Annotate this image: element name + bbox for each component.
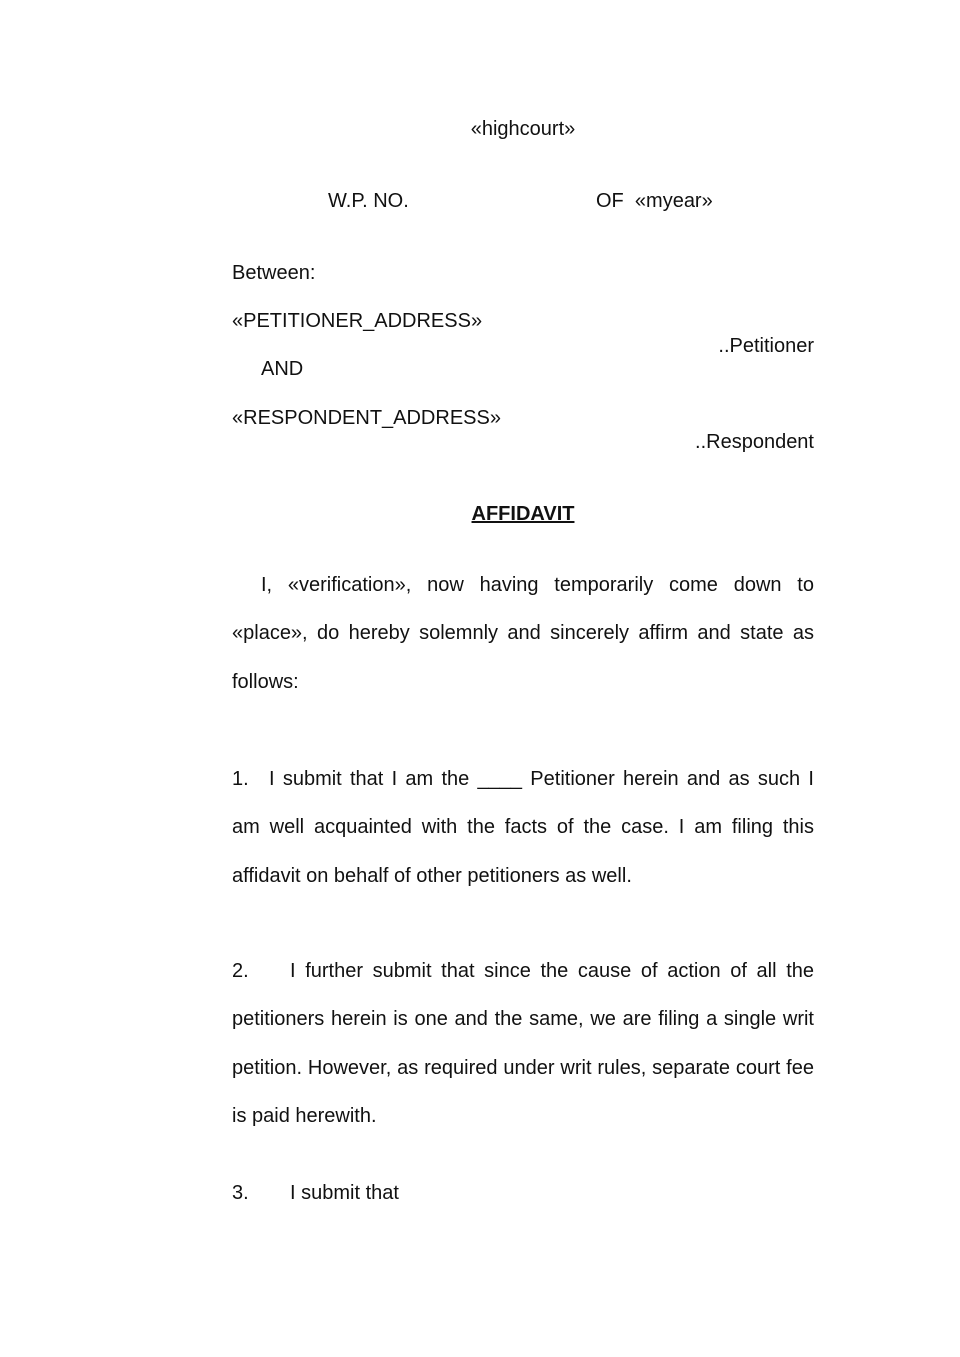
respondent-address: «RESPONDENT_ADDRESS» — [232, 407, 501, 429]
intro-paragraph: I, «verification», now having temporarily come down to «place», do hereby solemnly and sincerely affirm and state as follows: — [232, 574, 814, 693]
year-field: «myear» — [634, 190, 713, 212]
paragraph-1-number: 1. — [232, 768, 249, 790]
of-label: OF — [596, 190, 624, 212]
paragraph-1 — [232, 755, 814, 900]
court-name: «highcourt» — [470, 118, 576, 140]
paragraph-1-text: I submit that I am the ____ Petitioner herein and as such I am well acquainted with the facts of the case. I am filing this affidavit on behalf of other petitioners as well. — [232, 768, 814, 887]
between-label: Between: — [232, 262, 316, 284]
case-year-line — [596, 189, 713, 213]
affidavit-title: AFFIDAVIT — [471, 503, 575, 525]
paragraph-3-number: 3. — [232, 1182, 249, 1204]
paragraph-2-text: I further submit that since the cause of action of all the petitioners herein is one and the same, we are filing a single writ petition. However, as required under writ rules, separate court fee is paid herewith. — [232, 960, 814, 1127]
paragraph-3 — [232, 1169, 814, 1217]
petitioner-role: ..Petitioner — [718, 335, 814, 357]
and-label: AND — [261, 358, 304, 380]
paragraph-2 — [232, 947, 814, 1140]
paragraph-2-number: 2. — [232, 960, 249, 982]
wp-number-label: W.P. NO. — [328, 190, 409, 212]
petitioner-address: «PETITIONER_ADDRESS» — [232, 310, 483, 332]
respondent-role: ..Respondent — [695, 431, 814, 453]
paragraph-3-text: I submit that — [290, 1182, 399, 1204]
